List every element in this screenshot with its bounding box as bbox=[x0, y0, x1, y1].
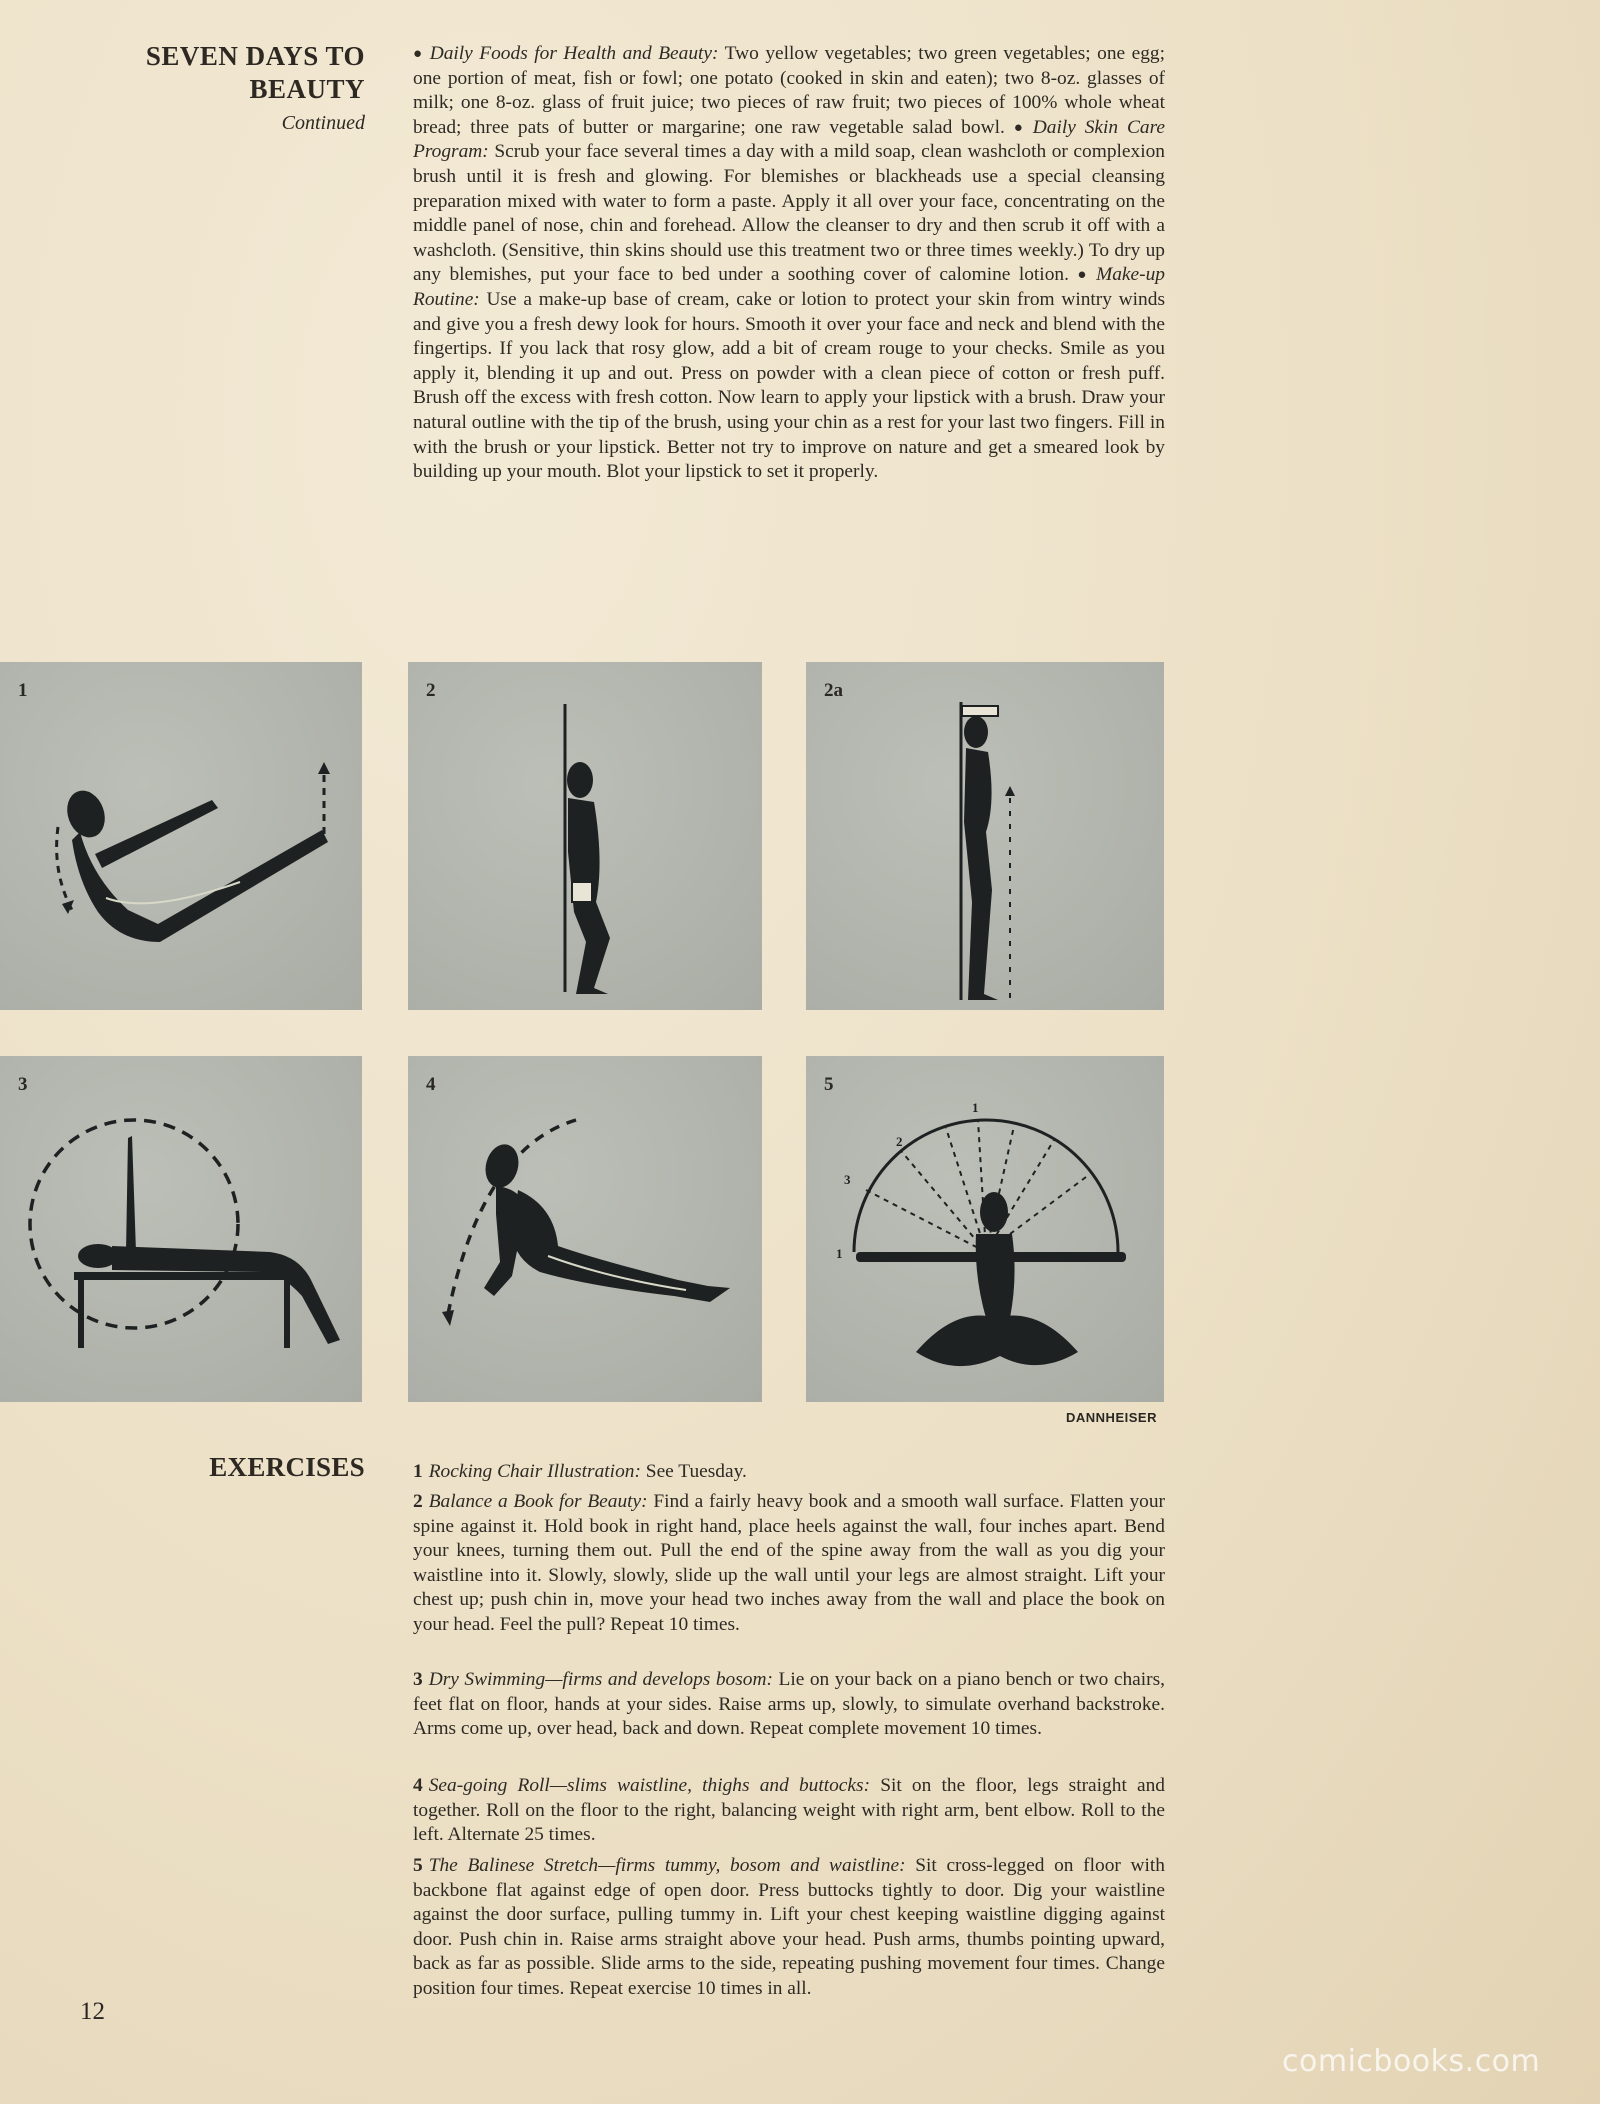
exercise-title: Dry Swimming—firms and develops bosom: bbox=[428, 1669, 773, 1690]
skin-care-lead: Daily Skin Care Program: bbox=[413, 116, 1165, 163]
exercise-item-3 bbox=[413, 1668, 1165, 1742]
exercise-item-2 bbox=[413, 1490, 1165, 1638]
illustration-panel-1 bbox=[0, 662, 362, 1010]
makeup-lead: Make-up Routine: bbox=[413, 264, 1165, 310]
panel-label: 2a bbox=[824, 680, 843, 701]
balinese-stretch-figure-icon bbox=[806, 1056, 1164, 1402]
illustration-panel-5 bbox=[806, 1056, 1164, 1402]
exercise-number: 2 bbox=[413, 1491, 423, 1512]
illustration-panel-3 bbox=[0, 1056, 362, 1402]
panel-label: 2 bbox=[426, 680, 436, 701]
exercise-title: Rocking Chair Illustration: bbox=[428, 1461, 641, 1482]
exercise-number: 4 bbox=[413, 1775, 423, 1796]
intro-paragraph bbox=[413, 42, 1165, 485]
book-on-head-figure-icon bbox=[806, 662, 1164, 1010]
panel-label: 4 bbox=[426, 1074, 436, 1095]
exercise-text: Sit cross-legged on floor with backbone flat against edge of open door. Press buttocks tightly to door. Dig your waistline against the door surface, pulling tummy in. Lift your chest keeping waistline digging against door. Push chin in. Raise arms straight above your head. Push arms, thumbs pointing upward, back as far as possible. Slide arms to the side, repeating pushing movement four times. Change position four times. Repeat exercise 10 times in all. bbox=[413, 1855, 1165, 1999]
watermark: comicbooks.com bbox=[1282, 2044, 1541, 2079]
exercise-text: Find a fairly heavy book and a smooth wall surface. Flatten your spine against it. Hold book in right hand, place heels against the wall, four inches apart. Bend your knees, turning them out. Pull the end of the spine away from the wall as you dig your waistline into it. Slowly, slowly, slide up the wall until your legs are almost straight. Lift your chest up; push chin in, move your head two inches away from the wall and place the book on your head. Feel the pull? Repeat 10 times. bbox=[413, 1491, 1165, 1635]
exercise-title: Balance a Book for Beauty: bbox=[428, 1491, 648, 1512]
illustration-credit: DANNHEISER bbox=[1066, 1410, 1157, 1425]
bullet-icon: ● bbox=[413, 46, 424, 62]
arc-label: 3 bbox=[844, 1172, 851, 1187]
makeup-text: Use a make-up base of cream, cake or lotion to protect your skin from wintry winds and give you a fresh dewy look for hours. Smooth it over your face and neck and blend with the fingertips. If you lack that rosy glow, add a bit of cream rouge to your checks. Smile as you apply it, blending it up and out. Press on powder with a clean piece of cotton or fresh puff. Brush off the excess with fresh cotton. Now learn to apply your lipstick with a brush. Draw your natural outline with the tip of the brush, using your chin as a rest for your last two fingers. Fill in with the brush or your lipstick. Better not try to improve on nature and get a smeared look by building up your mouth. Blot your lipstick to set it properly. bbox=[413, 288, 1165, 483]
wall-book-figure-icon bbox=[408, 662, 762, 1010]
illustration-panel-2a bbox=[806, 662, 1164, 1010]
rocking-chair-figure-icon bbox=[0, 662, 362, 1010]
illustration-panel-2 bbox=[408, 662, 762, 1010]
arc-label: 2 bbox=[896, 1134, 903, 1149]
panel-label: 1 bbox=[18, 680, 28, 701]
bullet-icon: ● bbox=[1013, 119, 1027, 136]
dry-swimming-figure-icon bbox=[0, 1056, 362, 1402]
skin-care-text: Scrub your face several times a day with a mild soap, clean washcloth or complexion brush until it is fresh and glowing. For blemishes or blackheads use a special cleansing preparation mixed with water to form a paste. Apply it all over your face, concentrating on the middle panel of nose, chin and forehead. Allow the cleanser to dry and then scrub it off with a washcloth. (Sensitive, thin skins should use this treatment two or three times weekly.) To dry up any blemishes, put your face to bed under a soothing cover of calomine lotion. bbox=[413, 141, 1165, 286]
exercise-text: See Tuesday. bbox=[645, 1461, 747, 1482]
page-title: SEVEN DAYS TO BEAUTY bbox=[145, 41, 365, 104]
arc-label: 1 bbox=[972, 1100, 979, 1115]
illustration-panel-4 bbox=[408, 1056, 762, 1402]
daily-foods-text: Two yellow vegetables; two green vegetables; one egg; one portion of meat, fish or fowl; one potato (cooked in skin and eaten); two 8-oz. glasses of milk; one 8-oz. glass of fruit juice; two pieces of raw fruit; two pieces of 100% whole wheat bread; three pats of butter or margarine; one raw vegetable salad bowl. bbox=[413, 43, 1165, 138]
exercise-title: Sea-going Roll—slims waistline, thighs and buttocks: bbox=[428, 1775, 871, 1796]
page-number: 12 bbox=[80, 1998, 105, 2025]
panel-label: 5 bbox=[824, 1074, 834, 1095]
exercise-number: 3 bbox=[413, 1669, 423, 1690]
exercises-heading: EXERCISES bbox=[209, 1452, 365, 1482]
panel-label: 3 bbox=[18, 1074, 28, 1095]
exercise-item-4 bbox=[413, 1774, 1165, 1848]
exercise-item-5 bbox=[413, 1854, 1165, 2002]
exercise-text: Lie on your back on a piano bench or two chairs, feet flat on floor, hands at your sides. Raise arms up, slowly, to simulate overhand backstroke. Arms come up, over head, back and down. Repeat complete movement 10 times. bbox=[413, 1669, 1165, 1740]
exercise-number: 5 bbox=[413, 1855, 423, 1876]
exercise-text: Sit on the floor, legs straight and together. Roll on the floor to the right, balancing weight with right arm, bent elbow. Roll to the left. Alternate 25 times. bbox=[413, 1775, 1165, 1846]
sea-going-roll-figure-icon bbox=[408, 1056, 762, 1402]
bullet-icon: ● bbox=[1077, 267, 1091, 284]
continued-label: Continued bbox=[281, 112, 365, 134]
exercise-number: 1 bbox=[413, 1461, 423, 1482]
arc-label: 1 bbox=[836, 1246, 843, 1261]
exercise-item-1 bbox=[413, 1460, 1165, 1485]
daily-foods-lead: Daily Foods for Health and Beauty: bbox=[429, 43, 719, 64]
exercise-title: The Balinese Stretch—firms tummy, bosom and waistline: bbox=[428, 1855, 906, 1876]
